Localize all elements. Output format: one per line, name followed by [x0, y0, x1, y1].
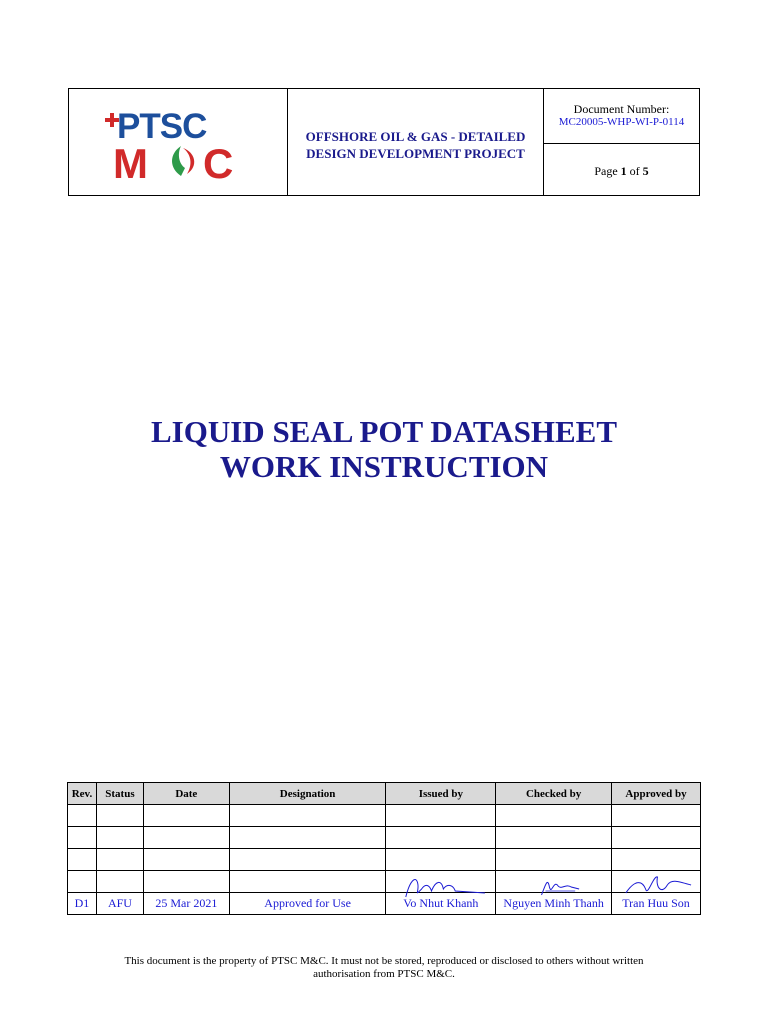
table-row — [68, 893, 701, 915]
logo-c-text: C — [203, 140, 234, 182]
page-total: 5 — [642, 164, 649, 178]
page-indicator — [544, 144, 699, 195]
document-title — [0, 414, 768, 484]
title-line1: LIQUID SEAL POT DATASHEET — [151, 414, 617, 449]
col-header-issued-by: Issued by — [386, 783, 496, 805]
cell-designation: Approved for Use — [229, 893, 386, 915]
document-number-label: Document Number: — [573, 102, 670, 116]
col-header-designation: Designation — [229, 783, 386, 805]
document-header — [68, 88, 700, 196]
col-header-approved-by: Approved by — [612, 783, 701, 805]
cell-checked-by — [496, 893, 612, 915]
project-name-line2: DESIGN DEVELOPMENT PROJECT — [306, 146, 525, 161]
checked-by-name: Nguyen Minh Thanh — [503, 896, 604, 910]
col-header-date: Date — [143, 783, 229, 805]
table-row-empty — [68, 805, 701, 827]
project-name-cell — [288, 89, 544, 195]
revision-table — [67, 782, 701, 915]
table-row-empty — [68, 827, 701, 849]
table-row-empty — [68, 871, 701, 893]
project-name-line1: OFFSHORE OIL & GAS - DETAILED — [305, 129, 526, 144]
footer-disclaimer — [0, 955, 768, 981]
cell-status: AFU — [96, 893, 143, 915]
footer-line1: This document is the property of PTSC M&C. It must not be stored, reproduced or disclosed to others without written — [124, 955, 644, 967]
ptsc-mc-logo — [103, 102, 253, 182]
page-prefix: Page — [594, 164, 618, 178]
logo-m-text: M — [113, 140, 148, 182]
col-header-rev: Rev. — [68, 783, 97, 805]
issued-by-name: Vo Nhut Khanh — [403, 896, 479, 910]
document-number: MC20005-WHP-WI-P-0114 — [558, 116, 685, 128]
col-header-status: Status — [96, 783, 143, 805]
title-line2: WORK INSTRUCTION — [219, 449, 549, 484]
cell-issued-by — [386, 893, 496, 915]
logo-cell — [69, 89, 288, 195]
cell-approved-by — [612, 893, 701, 915]
page-of: of — [629, 164, 640, 178]
cell-date: 25 Mar 2021 — [143, 893, 229, 915]
cell-rev: D1 — [68, 893, 97, 915]
logo-ptsc-text: PTSC — [117, 107, 207, 146]
col-header-checked-by: Checked by — [496, 783, 612, 805]
document-number-cell — [544, 89, 699, 195]
revision-table-header — [68, 783, 701, 805]
table-row-empty — [68, 849, 701, 871]
page-current: 1 — [620, 164, 627, 178]
approved-by-name: Tran Huu Son — [622, 896, 690, 910]
footer-line2: authorisation from PTSC M&C. — [313, 968, 455, 980]
